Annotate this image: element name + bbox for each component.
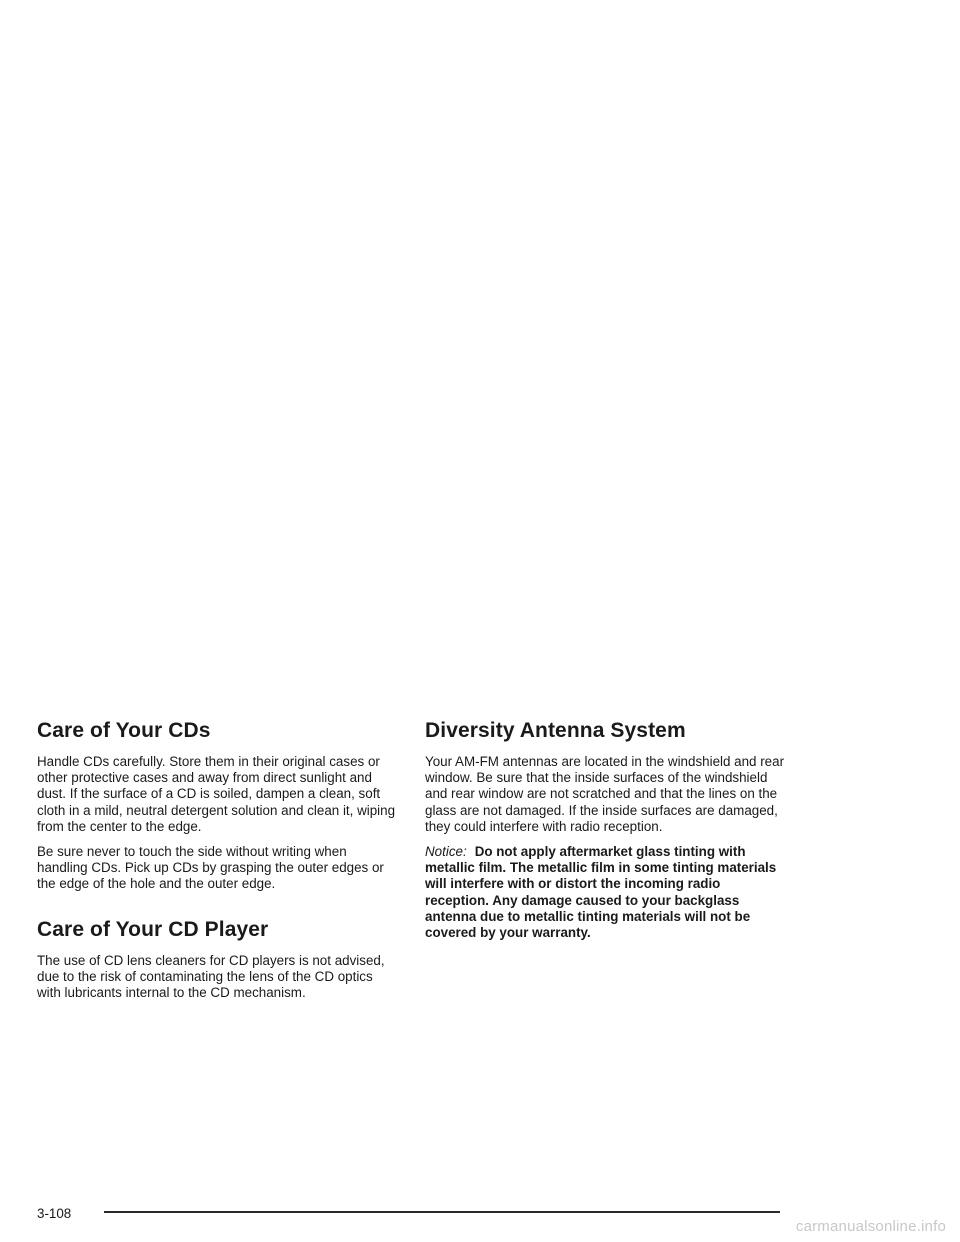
paragraph-cd-touch: Be sure never to touch the side without writing when handling CDs. Pick up CDs by grasping the outer edges or the edge of the hole and the outer edge. xyxy=(37,844,384,892)
left-column xyxy=(37,718,399,1001)
heading-diversity-antenna: Diversity Antenna System xyxy=(425,719,686,742)
watermark: carmanualsonline.info xyxy=(795,1218,946,1235)
notice-block xyxy=(425,844,787,941)
paragraph-cd-lens-cleaners: The use of CD lens cleaners for CD players is not advised, due to the risk of contaminating the lens of the CD optics with lubricants internal to the CD mechanism. xyxy=(37,952,385,1001)
heading-care-of-cds: Care of Your CDs xyxy=(37,719,211,742)
notice-text: Do not apply aftermarket glass tinting with metallic film. The metallic film in some tinting materials will interfere with or distort the incoming radio reception. Any damage caused to your backglass antenna due to metallic tinting materials will not be covered by your warranty. xyxy=(425,844,777,941)
page-number: 3-108 xyxy=(37,1206,72,1221)
heading-care-of-cd-player: Care of Your CD Player xyxy=(37,917,269,941)
right-column xyxy=(425,718,787,941)
paragraph-antenna-location: Your AM-FM antennas are located in the windshield and rear window. Be sure that the inside surfaces of the windshield and rear window are not scratched and that the lines on the glass are not damaged. If the inside surfaces are damaged, they could interfere with radio reception. xyxy=(425,754,785,834)
paragraph-cd-handling: Handle CDs carefully. Store them in their original cases or other protective cases and away from direct sunlight and dust. If the surface of a CD is soiled, dampen a clean, soft cloth in a mild, neutral detergent solution and clean it, wiping from the center to the edge. xyxy=(37,754,396,834)
notice-label: Notice: xyxy=(425,844,467,860)
footer-rule xyxy=(104,1211,780,1213)
